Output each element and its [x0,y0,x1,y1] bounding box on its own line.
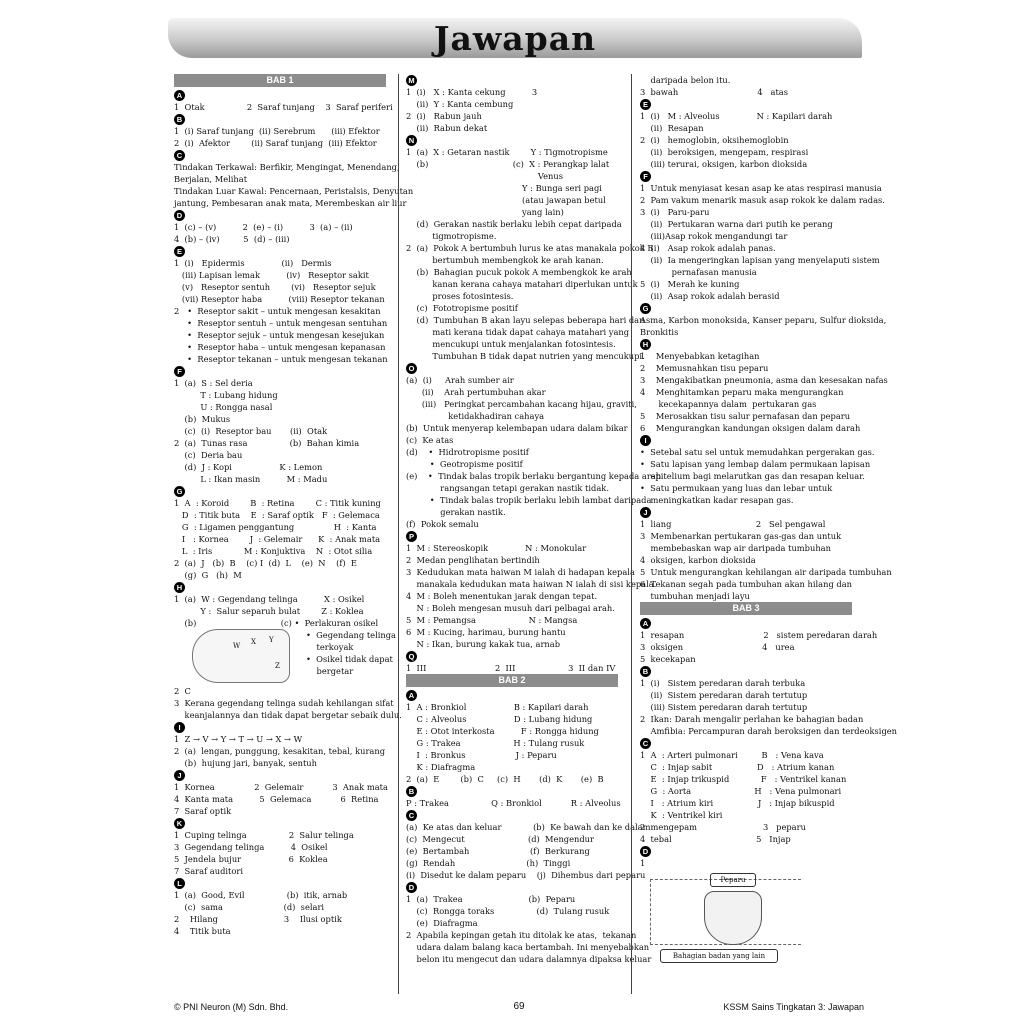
section-marker [406,689,618,701]
answer-line: bergetar [306,666,354,676]
answer-line: 1 (a) X : Getaran nastik Y : Tigmotropisme [406,147,608,157]
answer-line: 1 A : Koroid B : Retina C : Titik kuning [174,498,381,508]
section-letter-badge: B [640,666,651,677]
answer-line: 1 liang 2 Sel pengawal [640,519,826,529]
section-letter-badge: A [640,618,651,629]
answer-line: belon itu mengecut dan udara dalamnya dipaksa keluar [406,954,652,964]
answer-line: 2 (a) J (b) B (c) I (d) L (e) N (f) E [174,558,357,568]
section-marker [174,485,386,497]
answer-line: 1 (a) W : Gegendang telinga X : Osikel [174,594,365,604]
answer-line: (iii) Peringkat percambahan kacang hijau, graviti, [406,399,637,409]
answer-line: (a) (i) Arah sumber air [406,375,514,385]
section-marker [174,113,386,125]
answer-line: 7 Saraf auditori [174,866,244,876]
answer-line: I : Bronkus J : Peparu [406,750,557,760]
answer-line: 4 Kanta mata 5 Gelemaca 6 Retina [174,794,379,804]
answer-line: • Setebal satu sel untuk memudahkan pergerakan gas. [640,447,875,457]
answer-line: (g) G (h) M [174,570,242,580]
answer-line: meningkatkan kadar resapan gas. [640,495,794,505]
answer-line: 6 Tekanan segah pada tumbuhan akan hilang dan [640,579,853,589]
section-marker [640,98,852,110]
answer-line: Berjalan, Melihat [174,174,248,184]
answer-line: • Osikel tidak dapat [306,654,393,664]
section-letter-badge: D [406,882,417,893]
section-letter-badge: C [174,150,185,161]
section-marker [406,530,618,542]
section-letter-badge: D [640,846,651,857]
answer-line: 2 (i) Rabun jauh [406,111,482,121]
answer-line: udara dalam balang kaca bertambah. Ini menyebabkan [406,942,650,952]
section-letter-badge: A [174,90,185,101]
answer-line: • Geotropisme positif [406,459,523,469]
section-marker [640,506,852,518]
answer-line: 5 kecekapan [640,654,696,664]
section-letter-badge: I [174,722,185,733]
answer-line: 1 Untuk menyiasat kesan asap ke atas respirasi manusia [640,183,882,193]
answer-line: 1 (c) – (v) 2 (e) – (i) 3 (a) – (ii) [174,222,353,232]
answer-line: 1 M : Stereoskopik N : Monokular [406,543,587,553]
answer-line: (e) • Tindak balas tropik berlaku bergantung kepada arah [406,471,662,481]
answer-line: daripada belon itu. [640,75,731,85]
answer-line: 4 Titik buta [174,926,231,936]
section-marker [406,881,618,893]
answer-line: 1 Menyebabkan ketagihan [640,351,760,361]
diagram-label: X [251,638,256,646]
answer-line: (ii) Sistem peredaran darah tertutup [640,690,808,700]
answer-line: 1 (i) M : Alveolus N : Kapilari darah [640,111,833,121]
section-marker [174,817,386,829]
section-marker [406,650,618,662]
answer-line: 2 Memusnahkan tisu peparu [640,363,769,373]
answer-line: Venus [406,171,563,181]
answer-line: 3 oksigen 4 urea [640,642,795,652]
answer-line: • Satu permukaan yang luas dan lebar untuk [640,483,833,493]
answer-line: T : Lubang hidung [174,390,278,400]
answer-line: (e) Bertambah (f) Berkurang [406,846,590,856]
answer-line: (d) • Hidrotropisme positif [406,447,529,457]
answer-line: 4 tebal 5 Injap [640,834,791,844]
answer-line: 1 (i) Epidermis (ii) Dermis [174,258,332,268]
answer-line: bertumbuh membengkok ke arah kanan. [406,255,604,265]
column-divider [398,74,399,994]
answer-line: kanan kerana cahaya matahari diperlukan untuk [406,279,638,289]
answer-line: • Gegendang telinga [306,630,396,640]
answer-line: jantung, Pembesaran anak mata, Merembeskan air liur [174,198,407,208]
answer-line: • Satu lapisan yang lembap dalam permukaan lapisan [640,459,871,469]
answer-line: (ii) Rabun dekat [406,123,488,133]
section-letter-badge: I [640,435,651,446]
section-letter-badge: A [406,690,417,701]
answer-line: 2 (i) hemoglobin, oksihemoglobin [640,135,789,145]
section-letter-badge: G [174,486,185,497]
answer-line: (ii) Ia mengeringkan lapisan yang menyelaputi sistem [640,255,880,265]
answer-line: E : Otot interkosta F : Rongga hidung [406,726,599,736]
answer-line: • Reseptor haba – untuk mengesan kepanasan [174,342,386,352]
answer-line: 3 Membenarkan pertukaran gas-gas dan untuk [640,531,842,541]
answer-line: L : Iris M : Konjuktiva N : Otot silia [174,546,373,556]
answer-line: 1 (i) Sistem peredaran darah terbuka [640,678,806,688]
answer-line: 4 (b) – (iv) 5 (d) – (iii) [174,234,290,244]
section-marker [174,149,386,161]
answer-line: (b) Mukus [174,414,231,424]
answer-line: (ii) Arah pertumbuhan akar [406,387,546,397]
answer-line: 1 A : Bronkiol B : Kapilari darah [406,702,589,712]
answer-column-3 [640,74,898,994]
section-letter-badge: J [640,507,651,518]
answer-line: (b) hujung jari, banyak, sentuh [174,758,317,768]
answer-line: L : Ikan masin M : Madu [174,474,328,484]
chapter-heading: BAB 1 [174,74,386,87]
answer-line: rangsangan tetapi gerakan nastik tidak. [406,483,609,493]
section-marker [174,89,386,101]
answer-line: 2 (a) Tunas rasa (b) Bahan kimia [174,438,360,448]
answer-line: (g) Rendah (h) Tinggi [406,858,571,868]
answer-line: (d) Tumbuhan B akan layu selepas beberapa hari dan [406,315,645,325]
section-letter-badge: O [406,363,417,374]
page-number: 69 [513,1001,525,1012]
answer-line: 1 (a) S : Sel deria [174,378,253,388]
answer-line: 2 mengepam 3 peparu [640,822,806,832]
answer-line: 2 (i) Afektor (ii) Saraf tunjang (iii) Efektor [174,138,377,148]
answer-line: 6 M : Kucing, harimau, burung hantu [406,627,566,637]
answer-line: (vii) Reseptor haba (viii) Reseptor tekanan [174,294,385,304]
answer-line: 1 resapan 2 sistem peredaran darah [640,630,878,640]
section-letter-badge: J [174,770,185,781]
answer-line: 2 C [174,686,191,696]
answer-line: G : Aorta H : Vena pulmonari [640,786,842,796]
answer-line: 3 (i) Paru-paru [640,207,710,217]
diagram-label: Peparu [710,873,756,887]
section-marker [174,721,386,733]
section-marker [640,434,852,446]
answer-line: E : Injap trikuspid F : Ventrikel kanan [640,774,847,784]
section-marker [406,785,618,797]
answer-line: • Reseptor sentuh – untuk mengesan sentuhan [174,318,388,328]
answer-line: mencukupi untuk menjalankan fotosintesis. [406,339,616,349]
section-letter-badge: G [640,303,651,314]
answer-line: membebaskan wap air daripada tumbuhan [640,543,831,553]
answer-line: mati kerana tidak dapat cahaya matahari yang [406,327,630,337]
answer-line: (c) sama (d) selari [174,902,325,912]
copyright-text: © PNI Neuron (M) Sdn. Bhd. [174,1002,289,1012]
answer-line: 1 (a) Good, Evil (b) itik, arnab [174,890,348,900]
answer-line: (a) Ke atas dan keluar (b) Ke bawah dan ke dalam [406,822,651,832]
section-letter-badge: E [174,246,185,257]
diagram-label: Bahagian badan yang lain [660,949,778,963]
section-letter-badge: H [640,339,651,350]
ear-diagram [174,629,396,685]
answer-line: 2 Apabila kepingan getah itu ditolak ke atas, tekanan [406,930,637,940]
answer-line: 1 Cuping telinga 2 Salur telinga [174,830,354,840]
section-marker [640,170,852,182]
answer-line: P : Trakea Q : Bronkiol R : Alveolus [406,798,621,808]
answer-line: 1 [640,858,646,868]
answer-line: manakala kedudukan mata haiwan N ialah di sisi kepala. [406,579,657,589]
answer-line: 1 Kornea 2 Gelemair 3 Anak mata [174,782,388,792]
answer-line: (c) Rongga toraks (d) Tulang rusuk [406,906,610,916]
section-letter-badge: K [174,818,185,829]
section-letter-badge: M [406,75,417,86]
answer-line: 7 Saraf optik [174,806,232,816]
section-letter-badge: C [640,738,651,749]
answer-line: 3 Gegendang telinga 4 Osikel [174,842,328,852]
answer-line: Tindakan Terkawal: Berfikir, Mengingat, Menendang, [174,162,400,172]
answer-line: 1 III 2 III 3 II dan IV [406,663,616,673]
section-marker [174,769,386,781]
answer-line: Tumbuhan B tidak dapat nutrien yang mencukupi. [406,351,645,361]
answer-line: keanjalannya dan tidak dapat bergetar sebaik dulu. [174,710,402,720]
answer-line: 5 M : Pemangsa N : Mangsa [406,615,578,625]
answer-line: G : Ligamen penggantung H : Kanta [174,522,377,532]
answer-line: (c) Fototropisme positif [406,303,518,313]
answer-line: 3 Kerana gegendang telinga sudah kehilangan sifat [174,698,394,708]
answer-line: 2 (a) E (b) C (c) H (d) K (e) B [406,774,604,784]
answer-line: (ii) Resapan [640,123,704,133]
diagram-label: Y [269,636,274,644]
answer-line: (b) Bahagian pucuk pokok A membengkok ke arah [406,267,632,277]
answer-line: G : Trakea H : Tulang rusuk [406,738,585,748]
answer-line: (d) Gerakan nastik berlaku lebih cepat daripada [406,219,622,229]
answer-line: (c) (i) Reseptor bau (ii) Otak [174,426,328,436]
answer-line: C : Injap sabit D : Atrium kanan [640,762,835,772]
answer-line: proses fotosintesis. [406,291,514,301]
answer-line: N : Boleh mengesan musuh dari pelbagai arah. [406,603,615,613]
answer-line: epitelium bagi melarutkan gas dan resapan keluar. [640,471,865,481]
answer-line: 2 • Reseptor sakit – untuk mengesan kesakitan [174,306,381,316]
section-marker [640,338,852,350]
answer-column-1 [174,74,414,994]
section-marker [640,737,852,749]
answer-line: 3 Kedudukan mata haiwan M ialah di hadapan kepala [406,567,635,577]
answer-line: (b) (c) X : Perangkap lalat [406,159,610,169]
section-marker [174,365,386,377]
answer-line: Y : Salur separuh bulat Z : Koklea [174,606,364,616]
section-letter-badge: L [174,878,185,889]
answer-line: 4 M : Boleh menentukan jarak dengan tepat. [406,591,598,601]
answer-line: (e) Diafragma [406,918,478,928]
answer-line: (iii) Lapisan lemak (iv) Reseptor sakit [174,270,369,280]
answer-line: (v) Reseptor sentuh (vi) Reseptor sejuk [174,282,376,292]
answer-line: 2 Medan penglihatan bertindih [406,555,540,565]
answer-line: (f) Pokok semalu [406,519,479,529]
column-divider [631,74,632,994]
answer-line: • Reseptor sejuk – untuk mengesan kesejukan [174,330,385,340]
answer-line: K : Diafragma [406,762,476,772]
section-marker [174,581,386,593]
section-marker [406,74,618,86]
answer-line: 1 (a) Trakea (b) Peparu [406,894,576,904]
answer-line: 1 Otak 2 Saraf tunjang 3 Saraf periferi [174,102,393,112]
answer-line: • Tindak balas tropik berlaku lebih lambat daripada [406,495,652,505]
answer-line: D : Titik buta E : Saraf optik F : Gelemaca [174,510,380,520]
answer-line: (ii) Asap rokok adalah berasid [640,291,780,301]
page-footer [174,1000,864,1014]
answer-line: C : Alveolus D : Lubang hidung [406,714,593,724]
answer-line: (c) Mengecut (d) Mengendur [406,834,594,844]
answer-line: (d) J : Kopi K : Lemon [174,462,323,472]
answer-line: (ii) beroksigen, mengepam, respirasi [640,147,809,157]
answer-line: 1 (i) X : Kanta cekung 3 [406,87,538,97]
section-marker [640,665,852,677]
section-marker [174,877,386,889]
answer-line: (ii) Pertukaran warna dari putih ke perang [640,219,833,229]
answer-line: kecekapannya dalam pertukaran gas [640,399,817,409]
section-marker [174,209,386,221]
answer-line: N : Ikan, burung kakak tua, arnab [406,639,561,649]
answer-line: (atau jawapan betul [406,195,606,205]
section-letter-badge: N [406,135,417,146]
answer-line: (c) Deria bau [174,450,243,460]
section-letter-badge: C [406,810,417,821]
answer-line: U : Rongga nasal [174,402,273,412]
answer-line: I : Kornea J : Gelemair K : Anak mata [174,534,381,544]
heart-diagram [640,869,852,969]
chapter-heading: BAB 2 [406,674,618,687]
answer-line: 5 Jendela bujur 6 Koklea [174,854,328,864]
section-marker [640,617,852,629]
answer-line: pernafasan manusia [640,267,757,277]
answer-line: 4 Menghitamkan peparu maka mengurangkan [640,387,844,397]
answer-line: 5 Merosakkan tisu salur pernafasan dan peparu [640,411,851,421]
ear-diagram-image [192,629,290,683]
answer-line: 5 Untuk mengurangkan kehilangan air daripada tumbuhan [640,567,892,577]
heart-diagram-image [704,891,762,945]
section-letter-badge: P [406,531,417,542]
answer-line: (b) (c) • Perlakuran osikel [174,618,379,628]
answer-line: Y : Bunga seri pagi [406,183,602,193]
section-letter-badge: H [174,582,185,593]
section-marker [640,302,852,314]
answer-line: (iii)Asap rokok mengandungi tar [640,231,788,241]
answer-line: 3 bawah 4 atas [640,87,788,97]
answer-line: (c) Ke atas [406,435,454,445]
answer-line: 4 oksigen, karbon dioksida [640,555,756,565]
title-banner [168,18,862,58]
section-letter-badge: F [640,171,651,182]
section-marker [406,362,618,374]
answer-line: 2 Pam vakum menarik masuk asap rokok ke dalam radas. [640,195,885,205]
answer-line: 1 A : Arteri pulmonari B : Vena kava [640,750,824,760]
chapter-heading: BAB 3 [640,602,852,615]
answer-line: tumbuhan menjadi layu [640,591,750,601]
section-letter-badge: E [640,99,651,110]
answer-line: terkoyak [306,642,354,652]
section-marker [640,845,852,857]
section-letter-badge: B [174,114,185,125]
answer-line: 2 (a) Pokok A bertumbuh lurus ke atas manakala pokok B [406,243,654,253]
answer-line: 5 (i) Merah ke kuning [640,279,740,289]
answer-line: 2 Ikan: Darah mengalir perlahan ke bahagian badan [640,714,864,724]
section-marker [406,134,618,146]
answer-line: (ii) Y : Kanta cembung [406,99,514,109]
diagram-label: Z [275,662,280,670]
page-title: Jawapan [433,19,597,58]
answer-line: yang lain) [406,207,564,217]
answer-line: Asma, Karbon monoksida, Kanser peparu, Sulfur dioksida, [640,315,887,325]
answer-line: (iii) terurai, oksigen, karbon dioksida [640,159,808,169]
section-marker [406,809,618,821]
answer-line: (b) Untuk menyerap kelembapan udara dalam bikar [406,423,628,433]
answer-line: Tindakan Luar Kawal: Pencernaan, Peristalsis, Denyutan [174,186,414,196]
answer-line: Amfibia: Percampuran darah beroksigen dan terdeoksigen [640,726,898,736]
answer-line: ketidakhadiran cahaya [406,411,545,421]
answer-line: (i) Disedut ke dalam peparu (j) Dihembus dari peparu [406,870,646,880]
section-letter-badge: Q [406,651,417,662]
answer-line: 2 Hilang 3 Ilusi optik [174,914,342,924]
answer-line: 3 Mengakibatkan pneumonia, asma dan kesesakan nafas [640,375,888,385]
answer-line: (iii) Sistem peredaran darah tertutup [640,702,808,712]
section-letter-badge: D [174,210,185,221]
section-marker [174,245,386,257]
answer-line: • Reseptor tekanan – untuk mengesan tekanan [174,354,388,364]
answer-line: 6 Mengurangkan kandungan oksigen dalam darah [640,423,861,433]
section-letter-badge: F [174,366,185,377]
answer-line: Bronkitis [640,327,679,337]
answer-line: gerakan nastik. [406,507,506,517]
diagram-label: W [233,642,241,650]
book-title: KSSM Sains Tingkatan 3: Jawapan [723,1002,864,1012]
answer-line: 1 Z → V → Y → T → U → X → W [174,734,303,744]
answer-line: I : Atrium kiri J : Injap bikuspid [640,798,835,808]
answer-line: K : Ventrikel kiri [640,810,723,820]
answer-line: tigmotropisme. [406,231,497,241]
section-letter-badge: B [406,786,417,797]
answer-line: 2 (a) lengan, punggung, kesakitan, tebal, kurang [174,746,386,756]
answer-line: 4 (i) Asap rokok adalah panas. [640,243,776,253]
answer-line: 1 (i) Saraf tunjang (ii) Serebrum (iii) Efektor [174,126,380,136]
